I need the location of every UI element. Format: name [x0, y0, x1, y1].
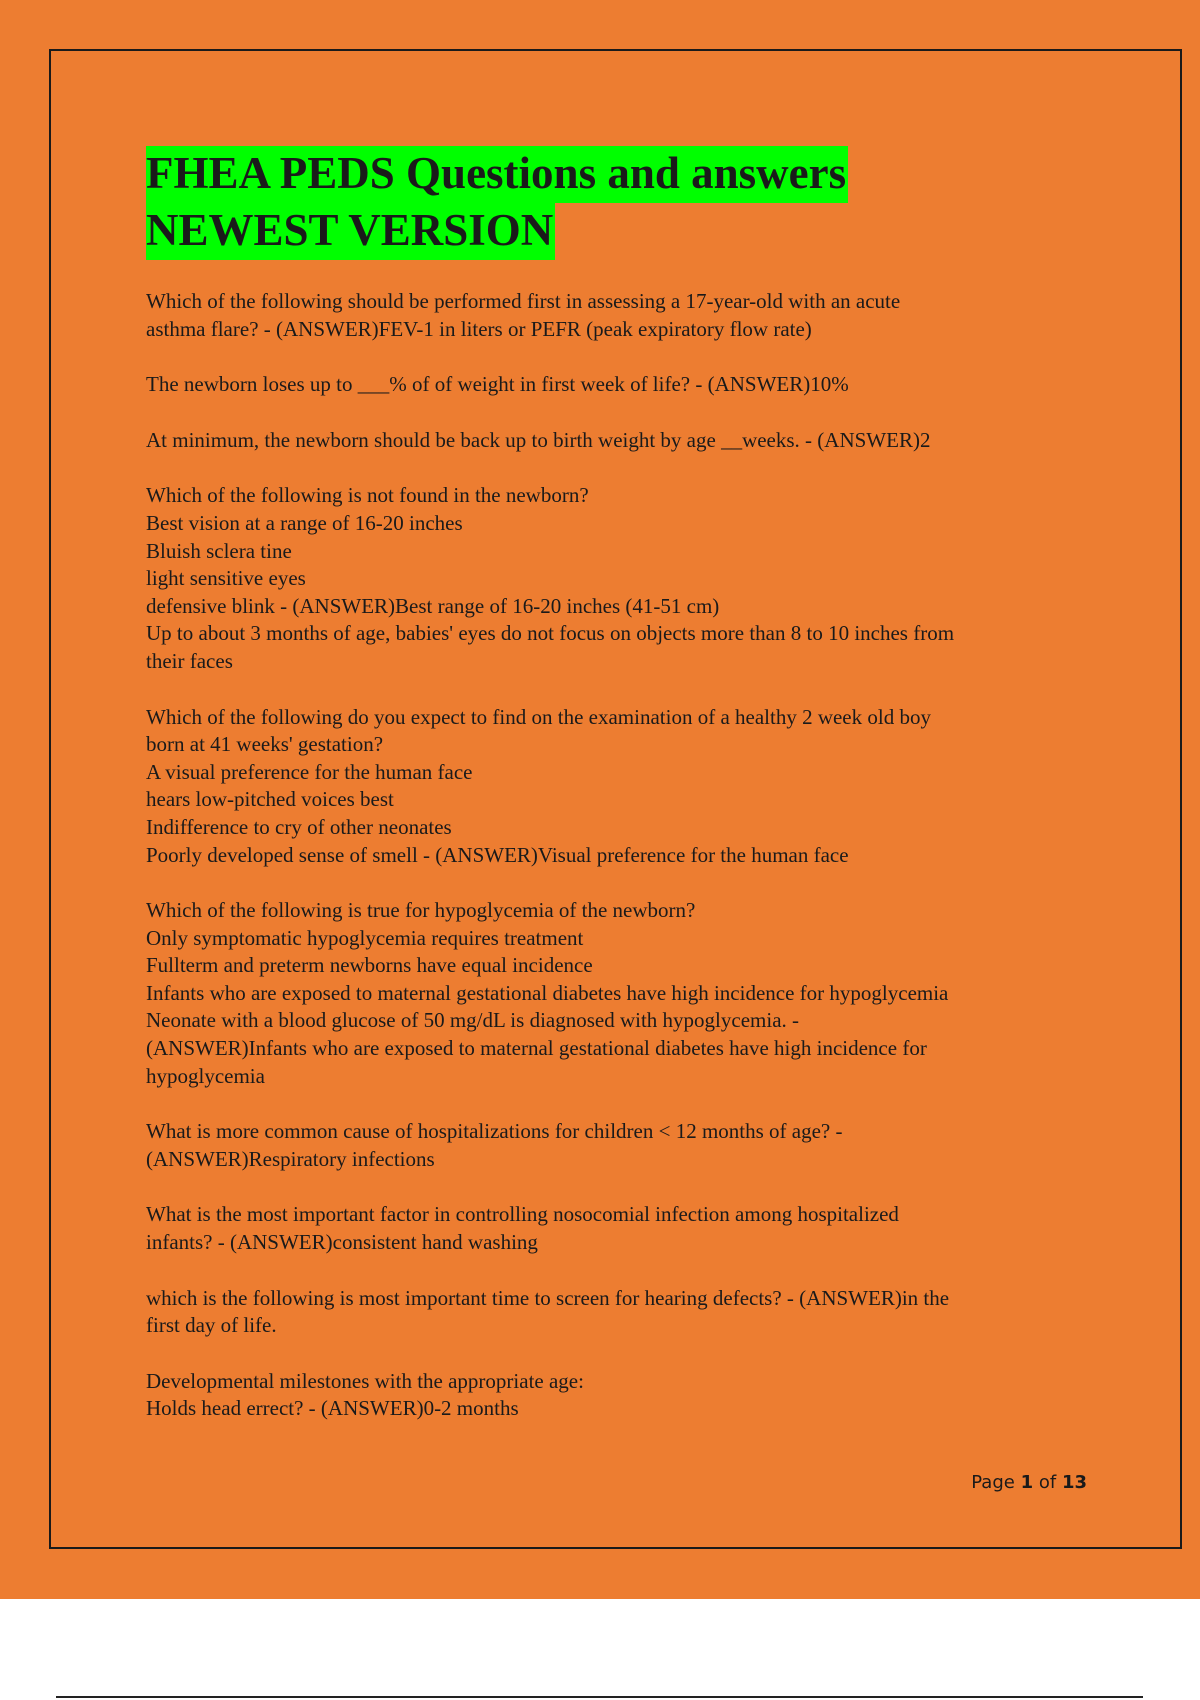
text-line: Infants who are exposed to maternal gestational diabetes have high incidence for hypoglycemia	[146, 980, 949, 1005]
question-block	[146, 1118, 1106, 1173]
text-line: (ANSWER)Respiratory infections	[146, 1146, 435, 1171]
text-line: Which of the following is true for hypoglycemia of the newborn?	[146, 898, 696, 923]
text-line: infants? - (ANSWER)consistent hand washing	[146, 1230, 538, 1255]
question-block	[146, 1201, 1106, 1256]
question-block	[146, 288, 1106, 343]
text-line: At minimum, the newborn should be back up to birth weight by age __weeks. - (ANSWER)2	[146, 427, 931, 452]
text-line: Indifference to cry of other neonates	[146, 814, 452, 839]
text-line: Which of the following is not found in the newborn?	[146, 483, 589, 508]
text-line: Which of the following do you expect to find on the examination of a healthy 2 week old boy	[146, 704, 931, 729]
text-line: What is more common cause of hospitalizations for children < 12 months of age? -	[146, 1119, 843, 1144]
text-line: which is the following is most important time to screen for hearing defects? - (ANSWER)in the	[146, 1285, 950, 1310]
page-footer	[971, 1472, 1087, 1493]
text-line: Neonate with a blood glucose of 50 mg/dL is diagnosed with hypoglycemia. -	[146, 1008, 800, 1033]
text-line: Bluish sclera tine	[146, 538, 292, 563]
bottom-divider	[56, 1696, 1143, 1698]
page-word: Page	[971, 1472, 1015, 1493]
question-block	[146, 897, 1106, 1090]
question-block	[146, 1285, 1106, 1340]
text-line: The newborn loses up to ___% of of weight in first week of life? - (ANSWER)10%	[146, 372, 849, 397]
question-block	[146, 371, 1106, 399]
text-line: light sensitive eyes	[146, 566, 306, 591]
document-title	[146, 146, 1106, 260]
text-line: hears low-pitched voices best	[146, 787, 394, 812]
page-number: 1	[1020, 1472, 1034, 1493]
text-line: Fullterm and preterm newborns have equal incidence	[146, 953, 593, 978]
text-line: defensive blink - (ANSWER)Best range of 16-20 inches (41-51 cm)	[146, 593, 720, 618]
question-block	[146, 427, 1106, 455]
text-line: Poorly developed sense of smell - (ANSWER)Visual preference for the human face	[146, 842, 849, 867]
text-line: Which of the following should be performed first in assessing a 17-year-old with an acute	[146, 289, 901, 313]
title-line-2: NEWEST VERSION	[146, 203, 555, 260]
text-line: (ANSWER)Infants who are exposed to maternal gestational diabetes have high incidence for	[146, 1036, 927, 1061]
text-line: born at 41 weeks' gestation?	[146, 732, 384, 757]
text-line: first day of life.	[146, 1313, 277, 1338]
text-line: their faces	[146, 648, 233, 673]
question-block	[146, 482, 1106, 675]
text-line: A visual preference for the human face	[146, 759, 473, 784]
question-list	[146, 288, 1106, 1423]
text-line: Up to about 3 months of age, babies' eyes do not focus on objects more than 8 to 10 inches from	[146, 621, 955, 646]
text-line: What is the most important factor in controlling nosocomial infection among hospitalized	[146, 1202, 899, 1227]
total-pages: 13	[1061, 1472, 1087, 1493]
of-word: of	[1038, 1472, 1057, 1493]
text-line: Developmental milestones with the appropriate age:	[146, 1368, 584, 1393]
document-content	[146, 146, 1106, 1451]
text-line: Best vision at a range of 16-20 inches	[146, 510, 463, 535]
text-line: Only symptomatic hypoglycemia requires treatment	[146, 925, 584, 950]
question-block	[146, 1368, 1106, 1423]
question-block	[146, 704, 1106, 870]
text-line: asthma flare? - (ANSWER)FEV-1 in liters or PEFR (peak expiratory flow rate)	[146, 316, 812, 341]
text-line: hypoglycemia	[146, 1063, 265, 1088]
title-line-1: FHEA PEDS Questions and answers	[146, 146, 848, 203]
text-line: Holds head errect? - (ANSWER)0-2 months	[146, 1396, 519, 1421]
